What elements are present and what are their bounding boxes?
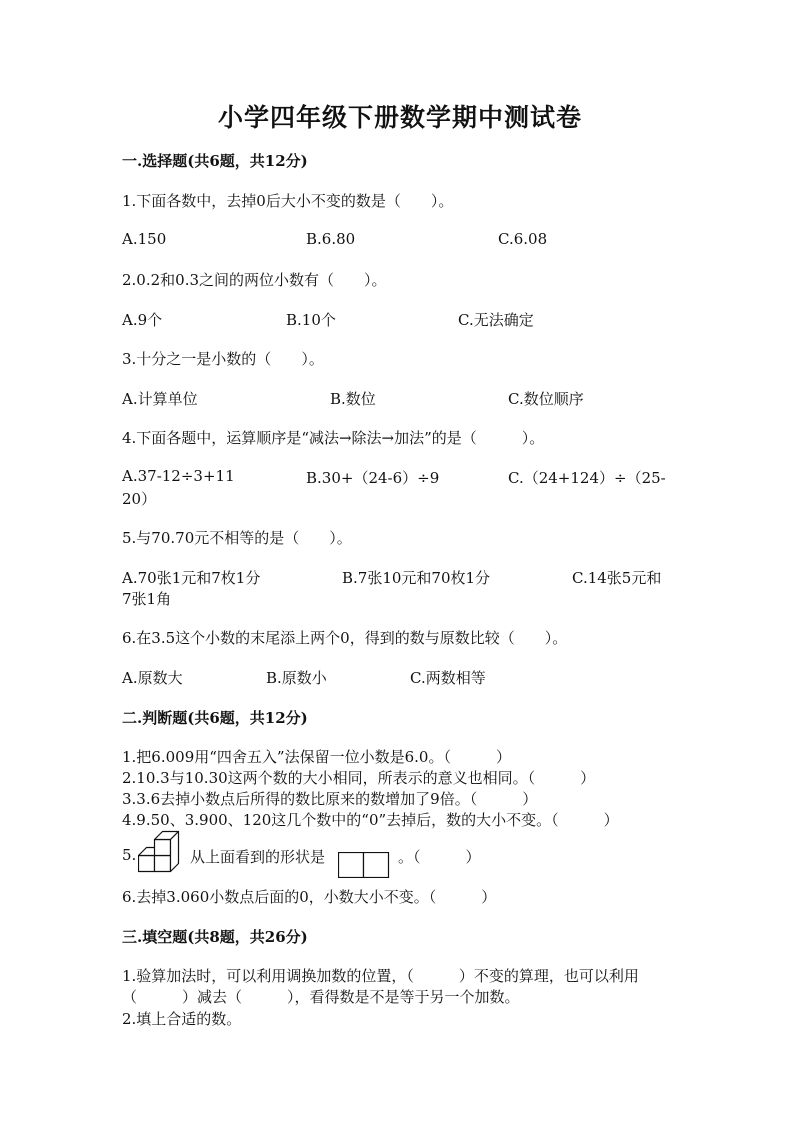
option-1-6-c: C.两数相等 [410,669,486,687]
top-view-figure [338,852,390,878]
option-1-3-a: A.计算单位 [122,390,198,408]
option-1-3-c: C.数位顺序 [508,390,584,408]
judge-item-2: 2.10.3与10.30这两个数的大小相同，所表示的意义也相同。（ ） [122,769,596,787]
judge-item-1: 1.把6.009用“四舍五入”法保留一位小数是6.0。（ ） [122,748,511,766]
option-1-1-b: B.6.80 [306,230,356,248]
option-1-5-c-cont: 7张1角 [122,590,172,608]
judge-item-4: 4.9.50、3.900、120这几个数中的“0”去掉后，数的大小不变。（ ） [122,811,619,829]
option-1-6-b: B.原数小 [266,669,327,687]
judge-item-3: 3.3.6去掉小数点后所得的数比原来的数增加了9倍。（ ） [122,790,538,808]
question-1-3: 3.十分之一是小数的（ ）。 [122,350,324,368]
option-1-1-a: A.150 [122,230,167,248]
option-1-2-a: A.9个 [122,311,163,329]
option-1-4-a: A.37-12÷3+11 [122,467,235,485]
option-1-6-a: A.原数大 [122,669,183,687]
section-2-header: 二.判断题(共6题，共12分) [122,709,308,727]
question-1-2: 2.0.2和0.3之间的两位小数有（ ）。 [122,271,387,289]
option-1-5-a: A.70张1元和7枚1分 [122,569,261,587]
section-3-header: 三.填空题(共8题，共26分) [122,928,308,946]
judge-item-6: 6.去掉3.060小数点后面的0，小数大小不变。（ ） [122,888,497,906]
question-1-6: 6.在3.5这个小数的末尾添上两个0，得到的数与原数比较（ ）。 [122,629,568,647]
option-1-4-b: B.30+（24-6）÷9 [306,469,440,487]
question-1-4: 4.下面各题中，运算顺序是“减法→除法→加法”的是（ ）。 [122,429,545,447]
cube-stack-figure [138,829,188,881]
option-1-5-c: C.14张5元和 [572,569,662,587]
option-1-2-b: B.10个 [286,311,336,329]
section-1-header: 一.选择题(共6题，共12分) [122,152,308,170]
fill-question-2: 2.填上合适的数。 [122,1010,242,1028]
judge-item-5-text: 从上面看到的形状是 [190,848,326,866]
judge-item-5-number: 5. [122,846,137,864]
page-title: 小学四年级下册数学期中测试卷 [217,103,582,132]
question-1-5: 5.与70.70元不相等的是（ ）。 [122,529,352,547]
option-1-4-c: C.（24+124）÷（25- [508,469,666,487]
question-1-1: 1.下面各数中，去掉0后大小不变的数是（ ）。 [122,192,454,210]
judge-item-5-end: 。（ ） [398,848,481,866]
option-1-4-c-cont: 20） [122,490,157,508]
option-1-2-c: C.无法确定 [458,311,534,329]
option-1-5-b: B.7张10元和70枚1分 [342,569,491,587]
option-1-3-b: B.数位 [330,390,376,408]
option-1-1-c: C.6.08 [498,230,548,248]
fill-question-1-line2: （ ）减去（ ），看得数是不是等于另一个加数。 [122,988,520,1006]
fill-question-1-line1: 1.验算加法时，可以利用调换加数的位置，（ ）不变的算理，也可以利用 [122,967,639,985]
